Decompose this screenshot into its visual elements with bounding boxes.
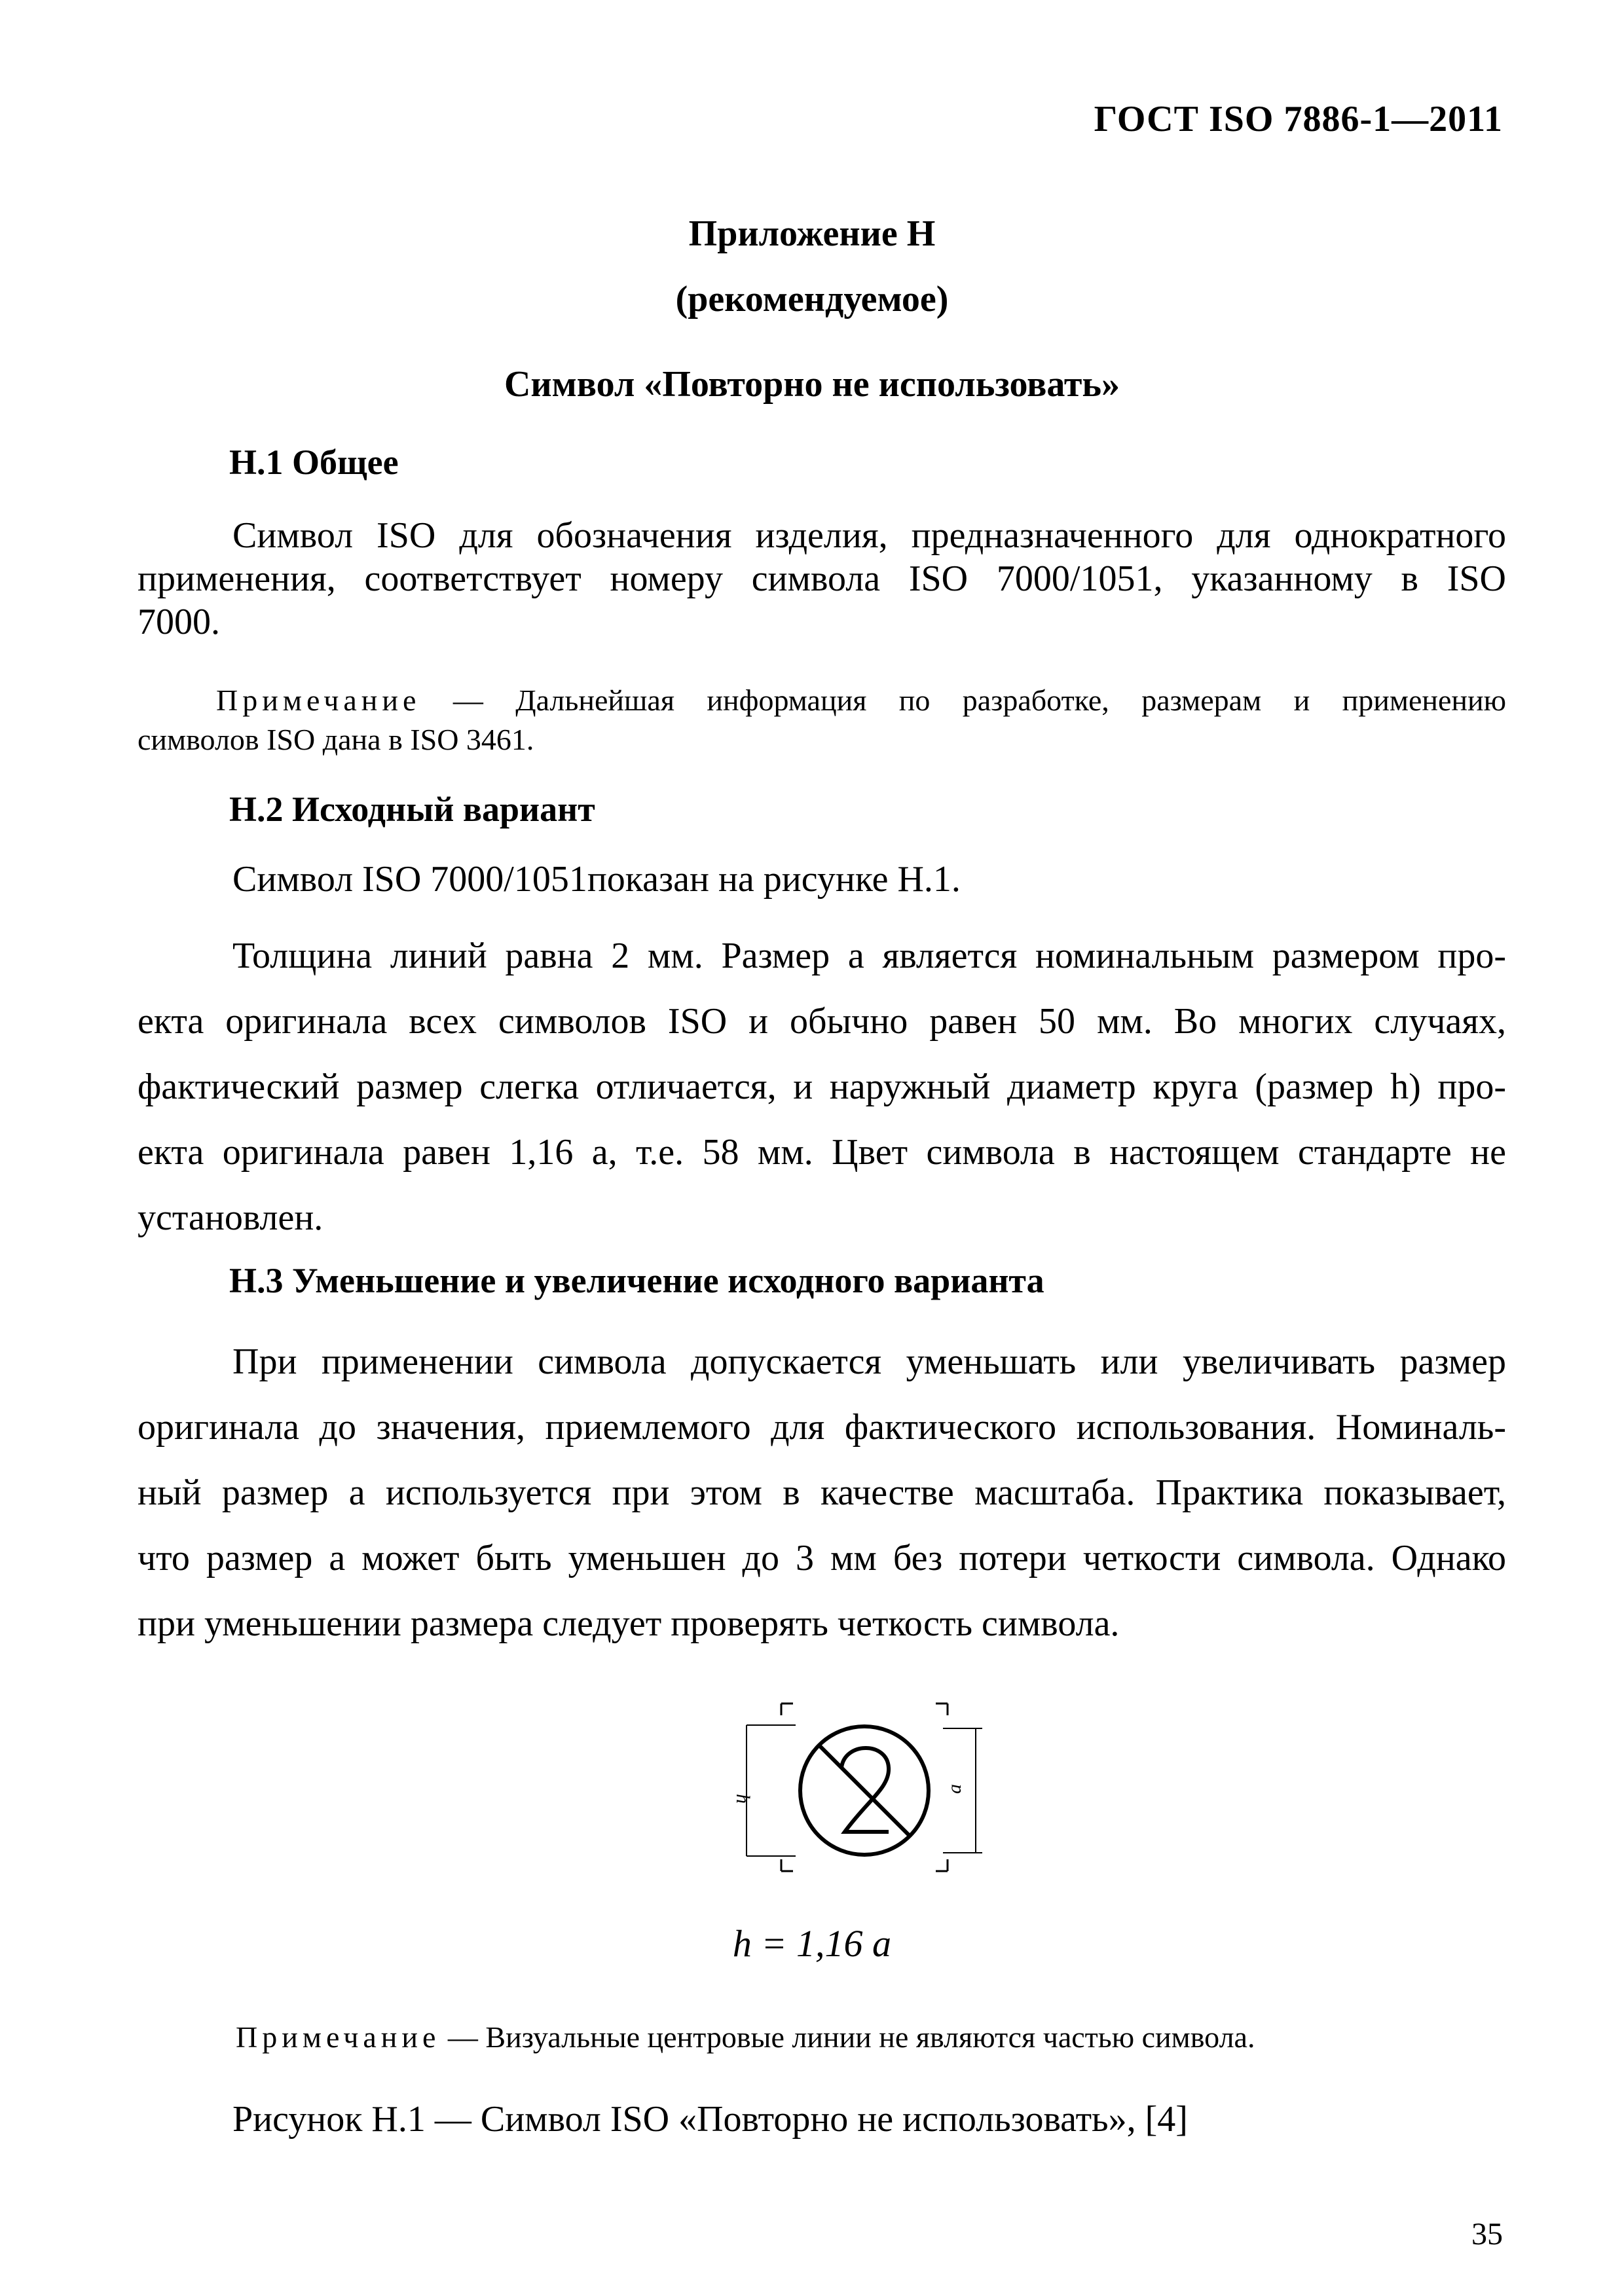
- section-heading-h1: Н.1 Общее: [229, 443, 399, 482]
- figure-note-label: Примечание: [236, 2020, 441, 2054]
- text-line: Символ ISO 7000/1051показан на рисунке Н.1.: [232, 859, 961, 900]
- do-not-reuse-symbol-drawing: [717, 1696, 1012, 1905]
- text-line: екта оригинала равен 1,16 a, т.е. 58 мм. Цвет символа в настоящем стандарте не: [138, 1132, 1506, 1173]
- text-line: Символ ISO для обозначения изделия, предназначенного для однократного: [232, 515, 1506, 556]
- text-line: Толщина линий равна 2 мм. Размер a является номинальным размером про-: [232, 936, 1506, 976]
- note-label: Примечание: [216, 683, 421, 717]
- appendix-title: Приложение Н: [688, 213, 936, 254]
- text-line: оригинала до значения, приемлемого для фактического использования. Номиналь-: [138, 1407, 1506, 1448]
- label-h: h: [732, 1794, 754, 1804]
- text-line: 7000.: [138, 602, 220, 642]
- text-line: что размер a может быть уменьшен до 3 мм без потери четкости символа. Однако: [138, 1538, 1506, 1578]
- figure-formula: [0, 1922, 1624, 1965]
- figure-caption: Рисунок Н.1 — Символ ISO «Повторно не использовать», [4]: [232, 2099, 1188, 2140]
- section-heading-h2: Н.2 Исходный вариант: [229, 790, 595, 829]
- figure-do-not-reuse-symbol: [717, 1696, 1012, 1908]
- text-line: При применении символа допускается уменьшать или увеличивать размер: [232, 1341, 1506, 1382]
- section2-paragraph-2: [138, 923, 1506, 1250]
- section1-paragraph: [138, 514, 1506, 644]
- corner-mark-bottom-left: [781, 1859, 793, 1871]
- section3-paragraph: [138, 1329, 1506, 1656]
- corner-mark-top-right: [936, 1704, 948, 1715]
- section2-paragraph-1: [138, 858, 1506, 901]
- corner-mark-bottom-right: [936, 1859, 948, 1871]
- section-heading-h3: Н.3 Уменьшение и увеличение исходного варианта: [229, 1261, 1044, 1300]
- label-a: a: [944, 1784, 965, 1794]
- h-extension-lines: [747, 1725, 796, 1856]
- text-line: екта оригинала всех символов ISO и обычно равен 50 мм. Во многих случаях,: [138, 1001, 1506, 1042]
- text-line: ный размер a используется при этом в качестве масштаба. Практика показывает,: [138, 1472, 1506, 1513]
- corner-mark-top-left: [781, 1704, 793, 1715]
- note-line: [138, 681, 1506, 720]
- formula-text: h = 1,16 a: [732, 1922, 892, 1965]
- document-header: ГОСТ ISO 7886-1—2011: [1094, 99, 1503, 139]
- appendix-status: (рекомендуемое): [675, 279, 949, 319]
- text-line: при уменьшении размера следует проверять четкость символа.: [138, 1603, 1120, 1644]
- section1-note: [138, 681, 1506, 759]
- appendix-heading: Символ «Повторно не использовать»: [504, 364, 1120, 405]
- note-text: — Дальнейшая информация по разработке, размерам и применению: [420, 683, 1506, 717]
- text-line: фактический размер слегка отличается, и наружный диаметр круга (размер h) про-: [138, 1066, 1506, 1107]
- figure-note-text: — Визуальные центровые линии не являются частью символа.: [440, 2020, 1255, 2054]
- page-number: 35: [1471, 2217, 1503, 2251]
- text-line: применения, соответствует номеру символа ISO 7000/1051, указанному в ISO: [138, 558, 1506, 599]
- text-line: установлен.: [138, 1197, 323, 1238]
- symbol-diagonal: [819, 1745, 910, 1836]
- figure-note: [236, 2020, 1255, 2054]
- note-line: символов ISO дана в ISO 3461.: [138, 723, 534, 756]
